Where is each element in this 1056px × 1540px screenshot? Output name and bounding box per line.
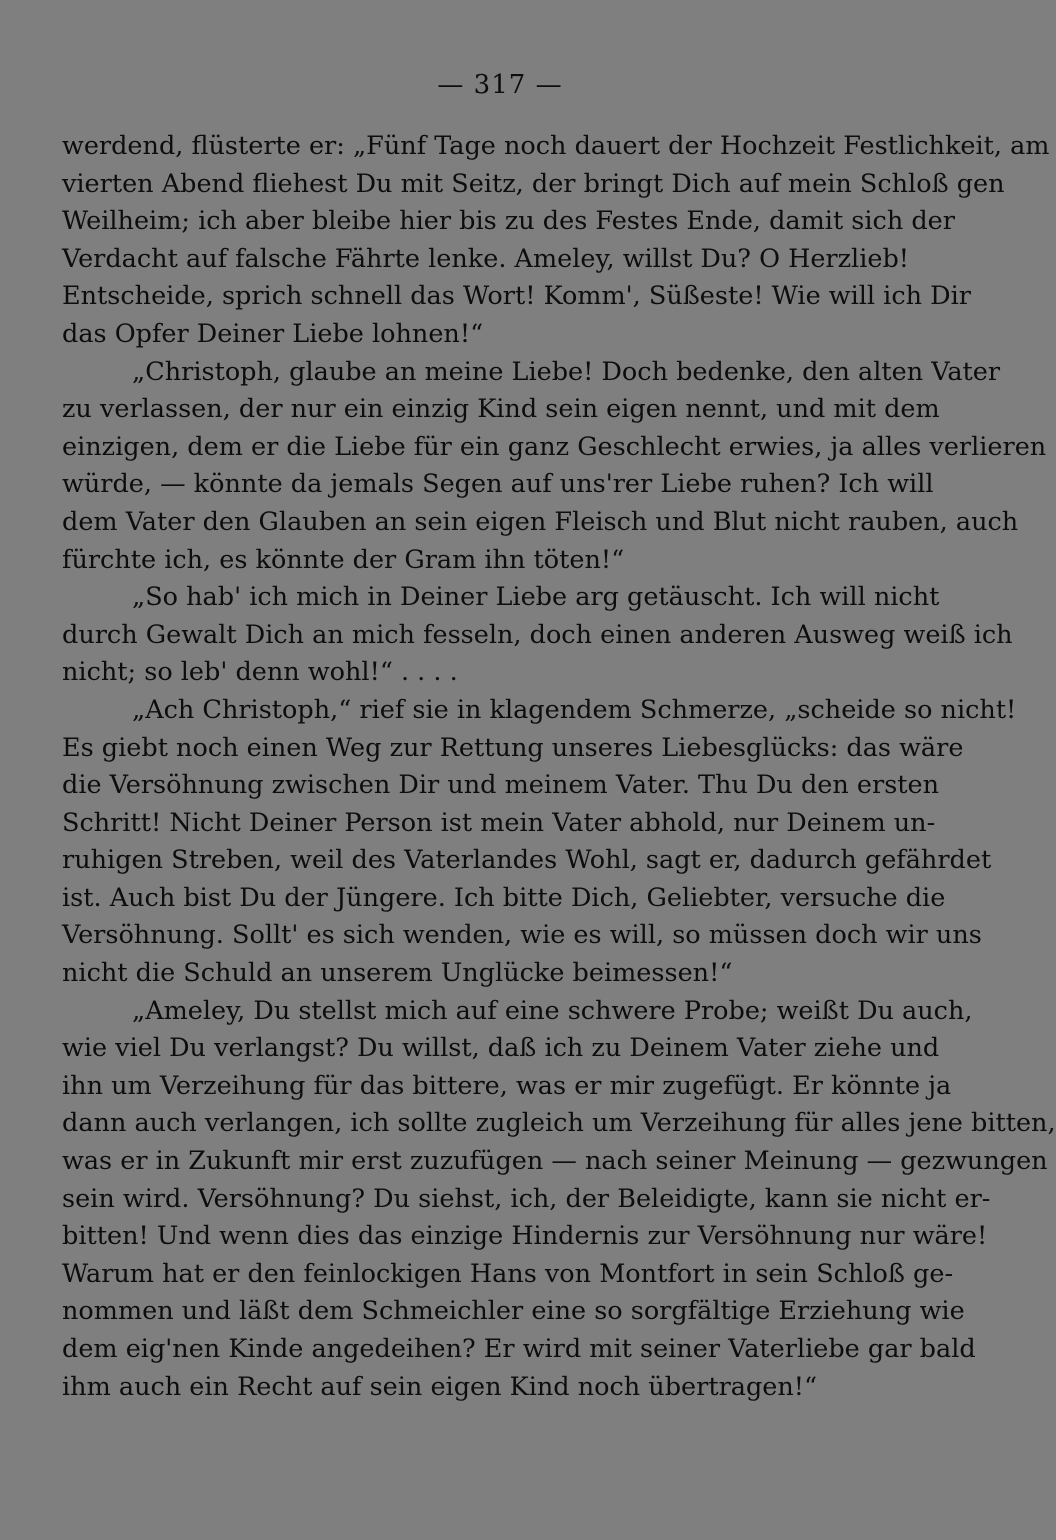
text-line: bitten! Und wenn dies das einzige Hindernis zur Versöhnung nur wäre!	[62, 1221, 988, 1252]
text-line: vierten Abend fliehest Du mit Seitz, der bringt Dich auf mein Schloß gen	[62, 168, 1005, 199]
text-line: nicht die Schuld an unserem Unglücke beimessen!“	[62, 958, 733, 989]
text-line: „Ameley, Du stellst mich auf eine schwere Probe; weißt Du auch,	[132, 995, 973, 1026]
text-line: „Ach Christoph,“ rief sie in klagendem Schmerze, „scheide so nicht!	[132, 694, 1017, 725]
text-line: wie viel Du verlangst? Du willst, daß ich zu Deinem Vater ziehe und	[62, 1033, 940, 1064]
text-line: Weilheim; ich aber bleibe hier bis zu des Festes Ende, damit sich der	[62, 206, 955, 237]
text-line: Entscheide, sprich schnell das Wort! Komm', Süßeste! Wie will ich Dir	[62, 281, 971, 312]
text-line: werdend, flüsterte er: „Fünf Tage noch dauert der Hochzeit Festlichkeit, am	[62, 131, 1050, 161]
text-line: was er in Zukunft mir erst zuzufügen — nach seiner Meinung — gezwungen	[62, 1146, 1048, 1177]
text-line: ihm auch ein Recht auf sein eigen Kind noch übertragen!“	[62, 1371, 818, 1402]
text-line: Versöhnung. Sollt' es sich wenden, wie es will, so müssen doch wir uns	[62, 920, 982, 951]
text-line: durch Gewalt Dich an mich fesseln, doch einen anderen Ausweg weiß ich	[62, 619, 1013, 650]
text-line: nommen und läßt dem Schmeichler eine so sorgfältige Erziehung wie	[62, 1296, 965, 1327]
text-line: zu verlassen, der nur ein einzig Kind sein eigen nennt, und mit dem	[62, 394, 940, 425]
text-line: Es giebt noch einen Weg zur Rettung unseres Liebesglücks: das wäre	[62, 732, 964, 763]
text-line: Schritt! Nicht Deiner Person ist mein Vater abhold, nur Deinem un-	[62, 807, 936, 838]
text-line: ist. Auch bist Du der Jüngere. Ich bitte Dich, Geliebter, versuche die	[62, 882, 946, 913]
text-line: die Versöhnung zwischen Dir und meinem Vater. Thu Du den ersten	[62, 770, 940, 801]
text-line: dann auch verlangen, ich sollte zugleich um Verzeihung für alles jene bitten,	[62, 1108, 1056, 1139]
text-line: fürchte ich, es könnte der Gram ihn töten!“	[62, 544, 625, 575]
text-line: ihn um Verzeihung für das bittere, was er mir zugefügt. Er könnte ja	[62, 1070, 952, 1101]
page-number: — 317 —	[437, 70, 563, 100]
text-line: würde, — könnte da jemals Segen auf uns'rer Liebe ruhen? Ich will	[62, 469, 934, 500]
text-line: einzigen, dem er die Liebe für ein ganz Geschlecht erwies, ja alles verlieren	[62, 431, 1047, 462]
text-line: „Christoph, glaube an meine Liebe! Doch bedenke, den alten Vater	[132, 356, 1001, 387]
text-line: Warum hat er den feinlockigen Hans von Montfort in sein Schloß ge-	[62, 1258, 954, 1289]
text-line: „So hab' ich mich in Deiner Liebe arg getäuscht. Ich will nicht	[132, 582, 940, 613]
text-line: sein wird. Versöhnung? Du siehst, ich, der Beleidigte, kann sie nicht er-	[62, 1183, 991, 1214]
text-line: ruhigen Streben, weil des Vaterlandes Wohl, sagt er, dadurch gefährdet	[62, 845, 992, 876]
text-line: das Opfer Deiner Liebe lohnen!“	[62, 318, 484, 349]
text-line: Verdacht auf falsche Fährte lenke. Ameley, willst Du? O Herzlieb!	[62, 243, 910, 274]
body-text	[62, 128, 1056, 1406]
text-line: nicht; so leb' denn wohl!“ . . . .	[62, 657, 458, 688]
text-line: dem Vater den Glauben an sein eigen Fleisch und Blut nicht rauben, auch	[62, 506, 1019, 537]
text-line: dem eig'nen Kinde angedeihen? Er wird mit seiner Vaterliebe gar bald	[62, 1334, 976, 1364]
